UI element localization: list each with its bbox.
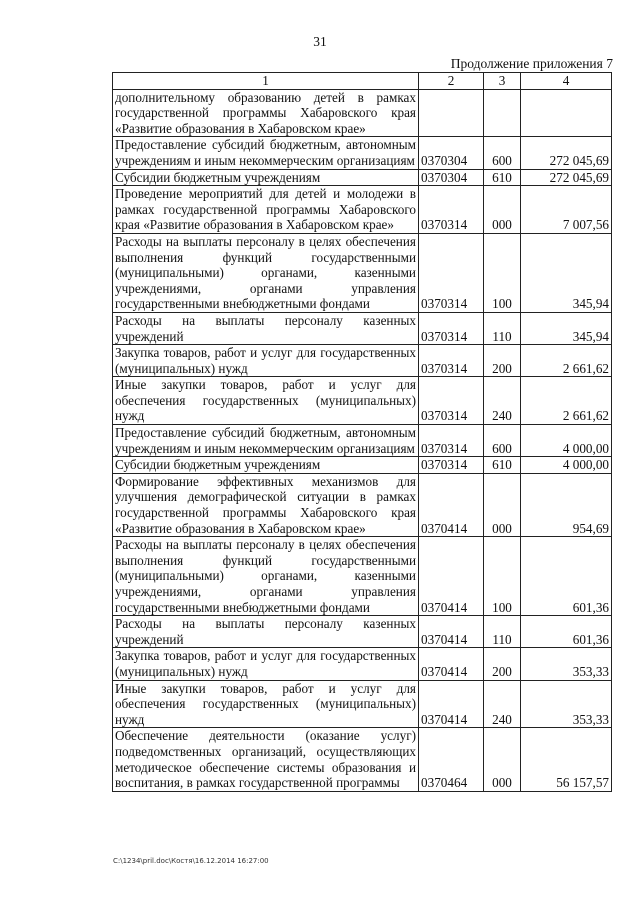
row-expense-type: 240	[484, 680, 521, 728]
table-row	[113, 345, 612, 377]
row-amount: 4 000,00	[521, 457, 612, 474]
row-expense-type	[484, 89, 521, 137]
table-row	[113, 728, 612, 791]
row-description: дополнительному образованию детей в рамках государственной программы Хабаровского края «Развитие образования в Хабаровском крае»	[113, 89, 419, 137]
row-target-code: 0370304	[419, 137, 484, 169]
row-target-code: 0370414	[419, 648, 484, 680]
row-target-code: 0370314	[419, 377, 484, 425]
table-row	[113, 233, 612, 312]
row-target-code: 0370314	[419, 312, 484, 344]
row-description: Расходы на выплаты персоналу казенных учреждений	[113, 616, 419, 648]
row-expense-type: 000	[484, 186, 521, 234]
table-body	[113, 89, 612, 791]
row-amount: 345,94	[521, 233, 612, 312]
row-description: Расходы на выплаты персоналу в целях обеспечения выполнения функций государственными (муниципальными) органами, казенными учреждениями, органами управления государственными внебюджетными фондами	[113, 537, 419, 616]
row-expense-type: 100	[484, 537, 521, 616]
row-expense-type: 600	[484, 137, 521, 169]
row-amount: 954,69	[521, 473, 612, 536]
row-amount: 272 045,69	[521, 137, 612, 169]
row-description: Закупка товаров, работ и услуг для государственных (муниципальных) нужд	[113, 648, 419, 680]
row-target-code	[419, 89, 484, 137]
row-amount: 2 661,62	[521, 345, 612, 377]
row-amount: 2 661,62	[521, 377, 612, 425]
row-amount: 56 157,57	[521, 728, 612, 791]
row-expense-type: 600	[484, 425, 521, 457]
row-amount: 345,94	[521, 312, 612, 344]
page-number: 31	[313, 34, 327, 49]
row-description: Иные закупки товаров, работ и услуг для обеспечения государственных (муниципальных) нужд	[113, 377, 419, 425]
row-description: Проведение мероприятий для детей и молодежи в рамках государственной программы Хабаровского края «Развитие образования в Хабаровском крае»	[113, 186, 419, 234]
row-description: Расходы на выплаты персоналу казенных учреждений	[113, 312, 419, 344]
row-expense-type: 100	[484, 233, 521, 312]
row-target-code: 0370314	[419, 425, 484, 457]
column-header: 3	[484, 73, 521, 90]
column-header: 4	[521, 73, 612, 90]
file-path-footer: C:\1234\pril.doc\Костя\16.12.2014 16:27:00	[113, 857, 269, 865]
table-row	[113, 377, 612, 425]
row-target-code: 0370414	[419, 616, 484, 648]
row-amount: 7 007,56	[521, 186, 612, 234]
row-amount: 4 000,00	[521, 425, 612, 457]
table-row	[113, 137, 612, 169]
row-target-code: 0370314	[419, 345, 484, 377]
row-target-code: 0370464	[419, 728, 484, 791]
budget-table	[112, 72, 612, 792]
row-amount: 353,33	[521, 680, 612, 728]
table-row	[113, 616, 612, 648]
row-amount: 601,36	[521, 537, 612, 616]
row-expense-type: 240	[484, 377, 521, 425]
table-row	[113, 457, 612, 474]
row-description: Обеспечение деятельности (оказание услуг) подведомственных организаций, осуществляющих методическое обеспечение системы образования и воспитания, в рамках государственной программы	[113, 728, 419, 791]
table-row	[113, 312, 612, 344]
table-row	[113, 89, 612, 137]
row-target-code: 0370414	[419, 680, 484, 728]
row-amount: 353,33	[521, 648, 612, 680]
table-row	[113, 169, 612, 186]
row-description: Формирование эффективных механизмов для улучшения демографической ситуации в рамках государственной программы Хабаровского края «Развитие образования в Хабаровском крае»	[113, 473, 419, 536]
row-expense-type: 110	[484, 312, 521, 344]
row-amount: 272 045,69	[521, 169, 612, 186]
column-header: 1	[113, 73, 419, 90]
row-expense-type: 610	[484, 169, 521, 186]
row-target-code: 0370304	[419, 169, 484, 186]
row-description: Закупка товаров, работ и услуг для государственных (муниципальных) нужд	[113, 345, 419, 377]
row-expense-type: 000	[484, 473, 521, 536]
row-expense-type: 200	[484, 345, 521, 377]
row-description: Субсидии бюджетным учреждениям	[113, 169, 419, 186]
row-target-code: 0370314	[419, 186, 484, 234]
table-row	[113, 186, 612, 234]
row-expense-type: 610	[484, 457, 521, 474]
row-description: Иные закупки товаров, работ и услуг для обеспечения государственных (муниципальных) нужд	[113, 680, 419, 728]
row-target-code: 0370314	[419, 457, 484, 474]
column-header: 2	[419, 73, 484, 90]
continuation-label: Продолжение приложения 7	[450, 56, 613, 71]
row-amount: 601,36	[521, 616, 612, 648]
row-amount	[521, 89, 612, 137]
row-expense-type: 000	[484, 728, 521, 791]
table-header-row	[113, 73, 612, 90]
row-target-code: 0370414	[419, 537, 484, 616]
row-target-code: 0370414	[419, 473, 484, 536]
row-description: Субсидии бюджетным учреждениям	[113, 457, 419, 474]
table-row	[113, 648, 612, 680]
table-row	[113, 473, 612, 536]
row-description: Предоставление субсидий бюджетным, автономным учреждениям и иным некоммерческим организациям	[113, 137, 419, 169]
row-description: Расходы на выплаты персоналу в целях обеспечения выполнения функций государственными (муниципальными) органами, казенными учреждениями, органами управления государственными внебюджетными фондами	[113, 233, 419, 312]
table-row	[113, 425, 612, 457]
row-expense-type: 200	[484, 648, 521, 680]
table-row	[113, 537, 612, 616]
row-expense-type: 110	[484, 616, 521, 648]
row-description: Предоставление субсидий бюджетным, автономным учреждениям и иным некоммерческим организациям	[113, 425, 419, 457]
row-target-code: 0370314	[419, 233, 484, 312]
table-row	[113, 680, 612, 728]
